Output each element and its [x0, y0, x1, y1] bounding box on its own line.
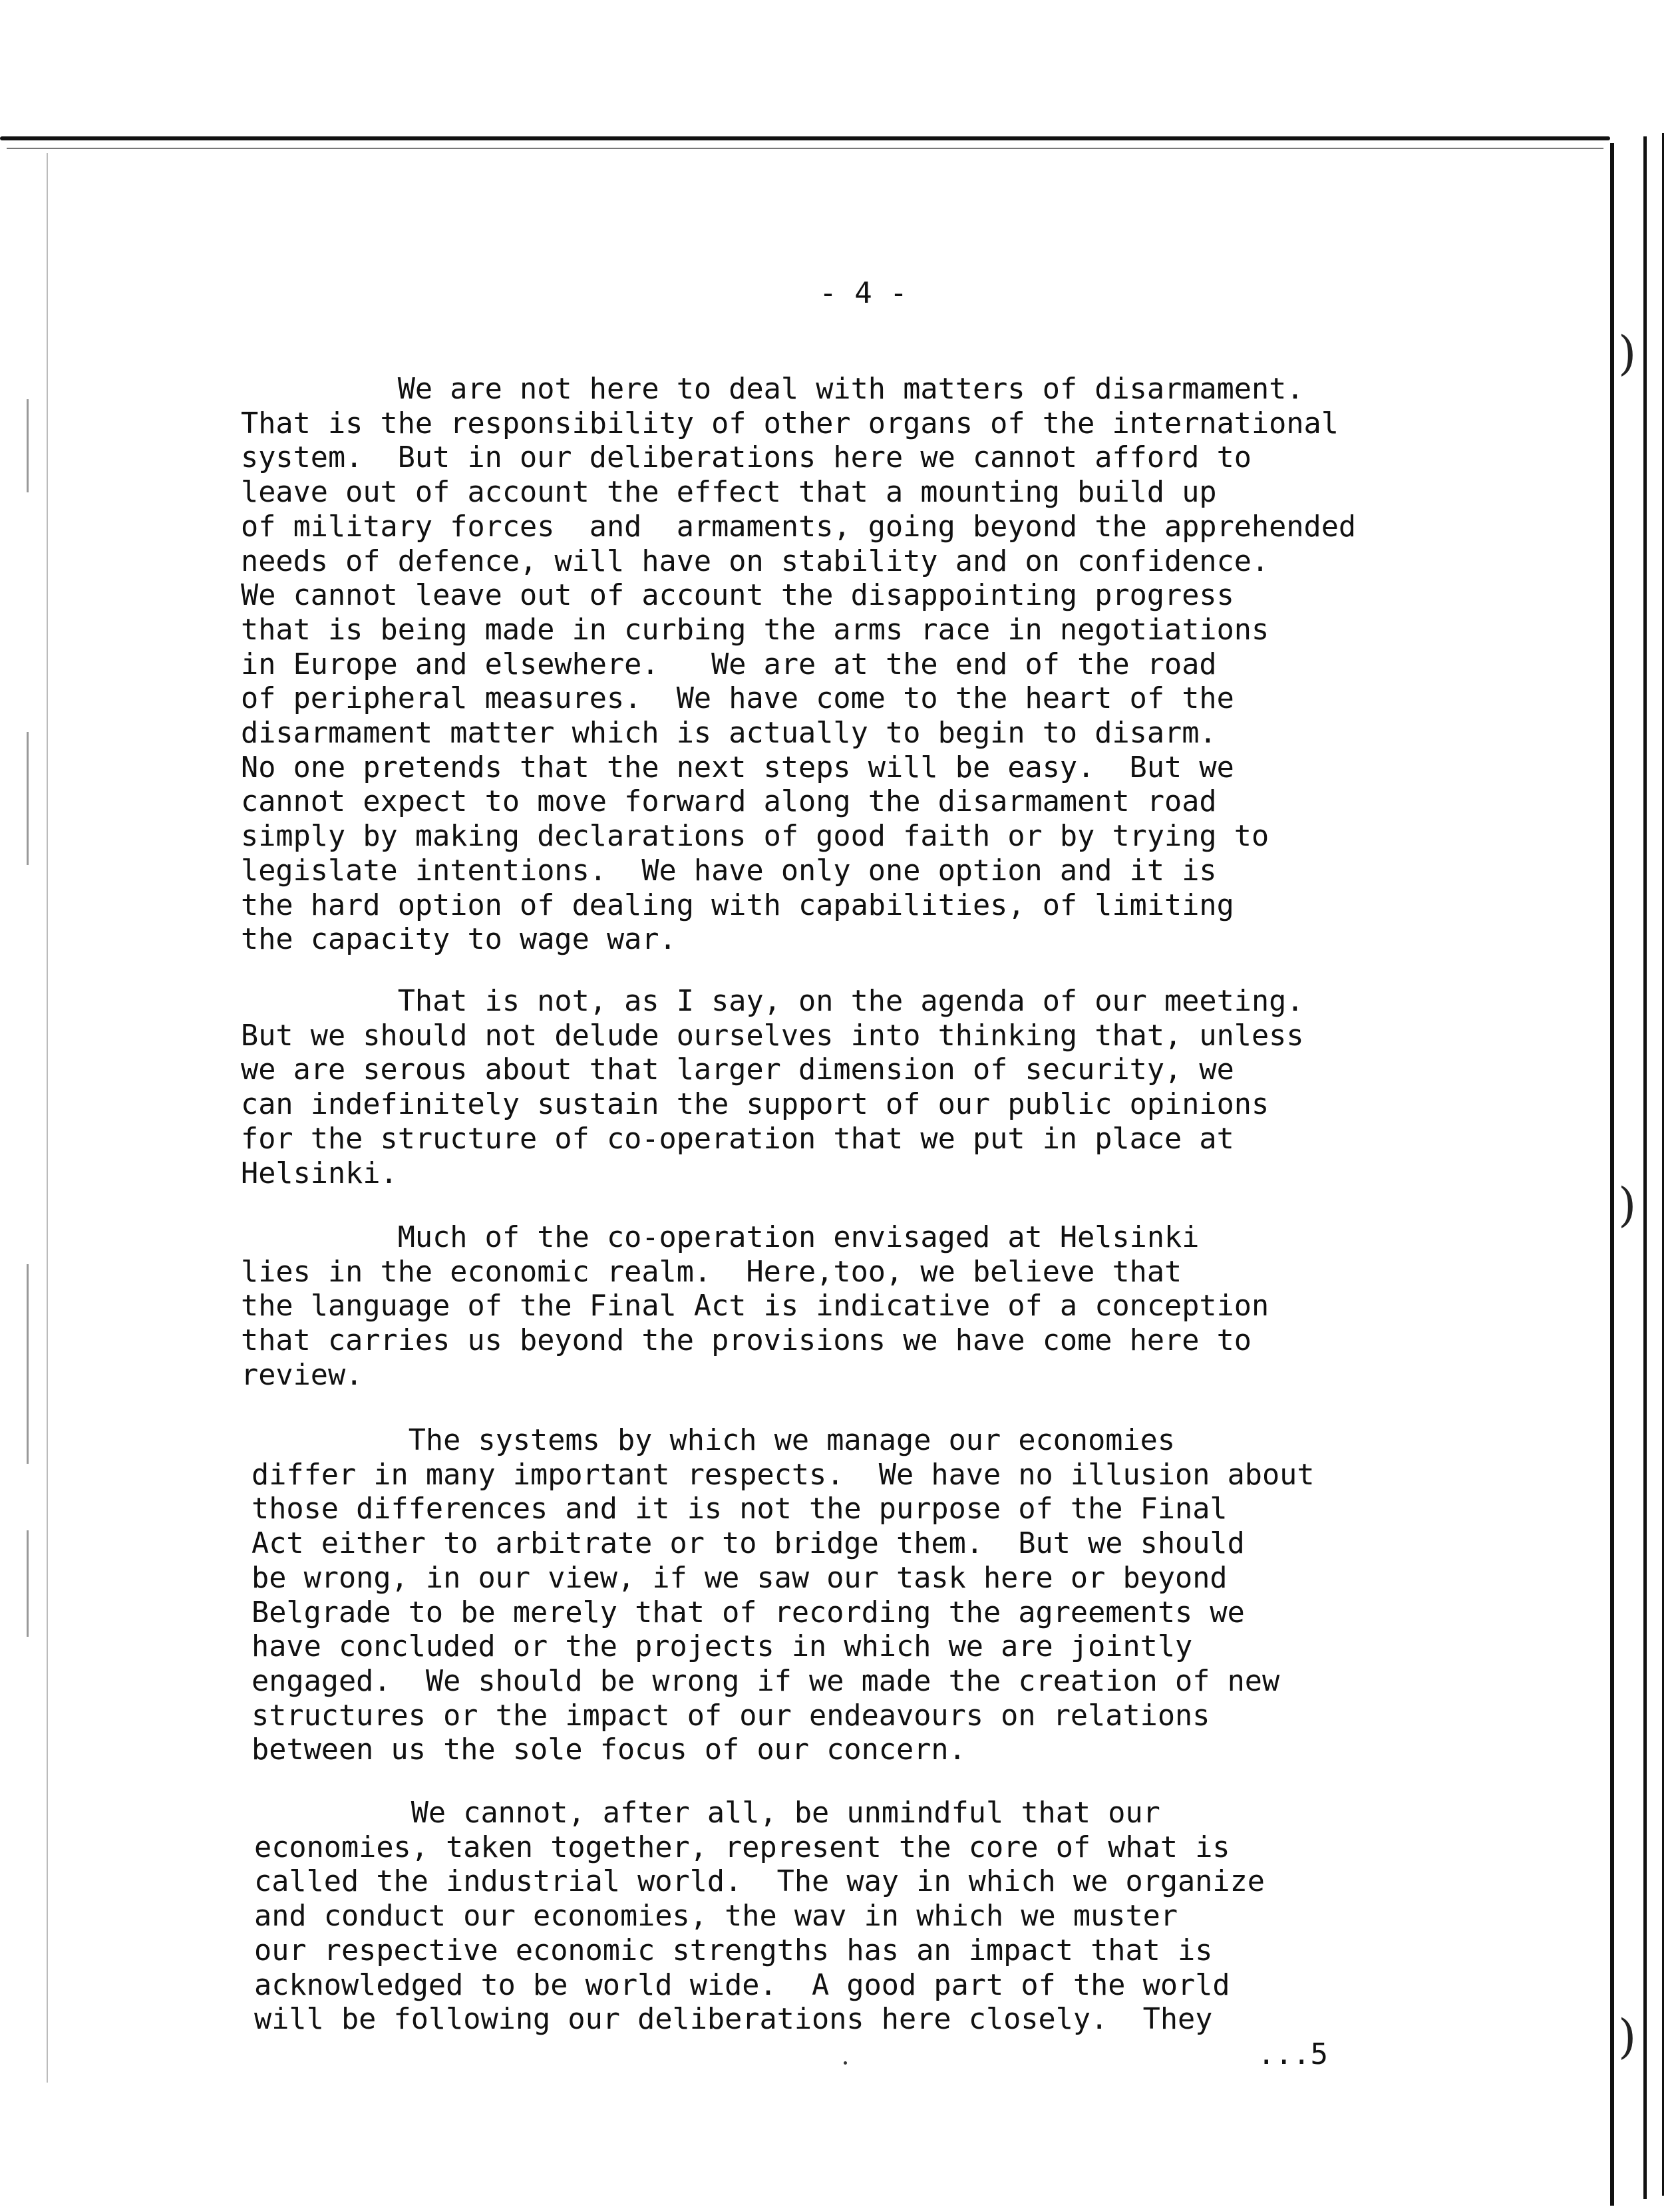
- text-line: of military forces and armaments, going beyond the apprehended: [241, 510, 1357, 544]
- text-line: disarmament matter which is actually to begin to disarm.: [241, 717, 1217, 751]
- scan-mark: [27, 732, 29, 865]
- page-frame-left-rule: [47, 153, 48, 2083]
- continuation-marker: ...5: [1258, 2037, 1328, 2071]
- text-line: Belgrade to be merely that of recording the agreements we: [252, 1596, 1245, 1629]
- text-line: for the structure of co-operation that we put in place at: [241, 1122, 1234, 1156]
- text-line: in Europe and elsewhere. We are at the end of the road: [241, 647, 1217, 681]
- text-line: needs of defence, will have on stability and on confidence.: [241, 544, 1269, 578]
- text-line: those differences and it is not the purpose of the Final: [252, 1492, 1228, 1526]
- text-line: of peripheral measures. We have come to the heart of the: [241, 682, 1234, 716]
- text-line: and conduct our economies, the wav in which we muster: [254, 1900, 1178, 1934]
- text-line: We cannot leave out of account the disappointing progress: [241, 579, 1234, 613]
- page-frame-right-rule: [1662, 133, 1664, 2196]
- text-line: structures or the impact of our endeavours on relations: [252, 1699, 1210, 1733]
- text-line: lies in the economic realm. Here,too, we believe that: [241, 1255, 1182, 1289]
- text-line: Much of the co-operation envisaged at Helsinki: [241, 1221, 1200, 1254]
- text-line: We are not here to deal with matters of disarmament.: [241, 373, 1304, 406]
- text-line: Act either to arbitrate or to bridge them. But we should: [252, 1527, 1245, 1561]
- text-line: our respective economic strengths has an impact that is: [254, 1934, 1213, 1967]
- text-line: that is being made in curbing the arms race in negotiations: [241, 613, 1269, 647]
- text-line: the language of the Final Act is indicative of a conception: [241, 1289, 1269, 1323]
- page-frame-right-rule: [1643, 136, 1647, 2199]
- text-line: But we should not delude ourselves into thinking that, unless: [241, 1019, 1304, 1053]
- text-line: Helsinki.: [241, 1156, 398, 1190]
- text-line: the capacity to wage war.: [241, 923, 677, 957]
- scan-mark: [27, 399, 29, 492]
- binder-ring-icon: ): [1618, 1178, 1637, 1232]
- text-line: the hard option of dealing with capabilities, of limiting: [241, 888, 1234, 922]
- text-line: can indefinitely sustain the support of our public opinions: [241, 1088, 1269, 1122]
- text-line: engaged. We should be wrong if we made the creation of new: [252, 1664, 1280, 1698]
- text-line: That is the responsibility of other organs of the international: [241, 407, 1339, 440]
- paragraph-agenda: [241, 985, 1558, 1191]
- binder-ring-icon: ): [1618, 326, 1637, 381]
- text-line: be wrong, in our view, if we saw our task here or beyond: [252, 1561, 1228, 1595]
- text-line: system. But in our deliberations here we cannot afford to: [241, 441, 1252, 475]
- text-line: we are serous about that larger dimension of security, we: [241, 1053, 1234, 1087]
- text-line: simply by making declarations of good faith or by trying to: [241, 820, 1269, 854]
- text-line: called the industrial world. The way in which we organize: [254, 1865, 1265, 1899]
- scan-speck: [844, 2061, 847, 2065]
- text-line: That is not, as I say, on the agenda of our meeting.: [241, 985, 1304, 1018]
- text-line: legislate intentions. We have only one option and it is: [241, 854, 1217, 888]
- text-line: The systems by which we manage our economies: [252, 1424, 1176, 1457]
- text-line: No one pretends that the next steps will be easy. But we: [241, 751, 1234, 784]
- text-line: differ in many important respects. We have no illusion about: [252, 1458, 1315, 1492]
- text-line: that carries us beyond the provisions we have come here to: [241, 1324, 1252, 1358]
- scan-mark: [27, 1530, 29, 1637]
- text-line: review.: [241, 1358, 363, 1392]
- paragraph-disarmament: [241, 373, 1558, 957]
- binder-ring-icon: ): [1618, 2009, 1637, 2064]
- page-frame-top-rule: [0, 136, 1610, 140]
- text-line: We cannot, after all, be unmindful that our: [254, 1796, 1160, 1830]
- text-line: between us the sole focus of our concern.: [252, 1733, 966, 1767]
- text-line: cannot expect to move forward along the disarmament road: [241, 785, 1217, 819]
- text-line: will be following our deliberations here closely. They: [254, 2003, 1213, 2037]
- page-number: - 4 -: [819, 276, 908, 310]
- page-frame-top-shadow: [7, 148, 1603, 149]
- paragraph-economic-systems: [252, 1424, 1569, 1768]
- text-line: economies, taken together, represent the core of what is: [254, 1830, 1230, 1864]
- text-line: have concluded or the projects in which we are jointly: [252, 1630, 1193, 1664]
- paragraph-industrial-world: [254, 1796, 1572, 2037]
- text-line: acknowledged to be world wide. A good part of the world: [254, 1968, 1230, 2002]
- text-line: leave out of account the effect that a mounting build up: [241, 476, 1217, 510]
- page-frame-right-rule: [1610, 143, 1614, 2206]
- scan-mark: [27, 1264, 29, 1464]
- paragraph-economic-realm: [241, 1221, 1558, 1393]
